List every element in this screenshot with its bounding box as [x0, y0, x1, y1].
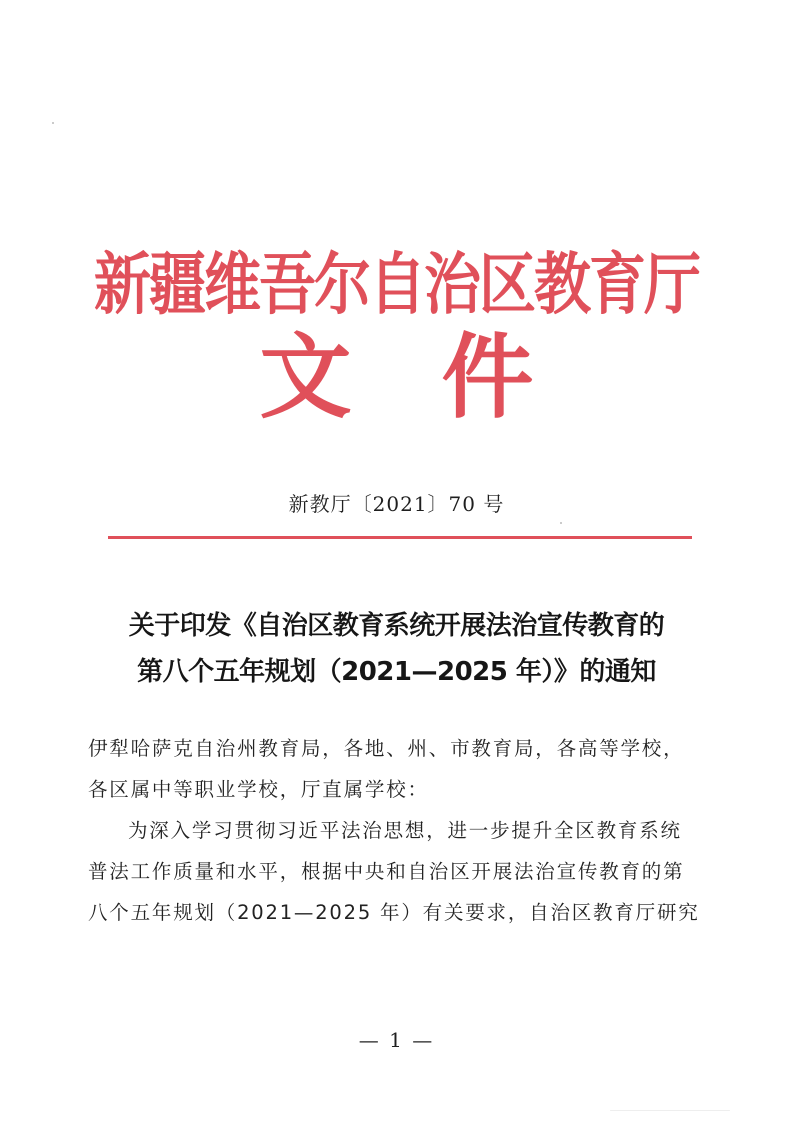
scan-speck — [560, 522, 562, 524]
page-number: — 1 — — [358, 1028, 435, 1052]
title-line-2: 第八个五年规划（2021—2025 年）》的通知 — [137, 657, 656, 687]
scan-speck — [52, 122, 54, 124]
recipients-line-2: 各区属中等职业学校，厅直属学校： — [88, 778, 429, 801]
recipients-line-1: 伊犁哈萨克自治州教育局，各地、州、市教育局，各高等学校， — [88, 737, 685, 760]
scan-speck — [610, 1110, 730, 1111]
red-separator-line — [108, 536, 692, 539]
document-type-header: 文件 — [259, 323, 624, 431]
document-number: 新教厅〔2021〕70 号 — [288, 492, 505, 516]
paragraph-line-2: 普法工作质量和水平，根据中央和自治区开展法治宣传教育的第 — [88, 860, 685, 883]
paragraph-line-3: 八个五年规划（2021—2025 年）有关要求，自治区教育厅研究 — [88, 901, 700, 924]
document-title — [70, 603, 723, 695]
paragraph-line-1: 为深入学习贯彻习近平法治思想，进一步提升全区教育系统 — [128, 819, 682, 842]
document-body — [88, 728, 700, 933]
issuing-authority-header: 新疆维吾尔自治区教育厅 — [94, 246, 699, 324]
title-line-1: 关于印发《自治区教育系统开展法治宣传教育的 — [128, 611, 665, 641]
